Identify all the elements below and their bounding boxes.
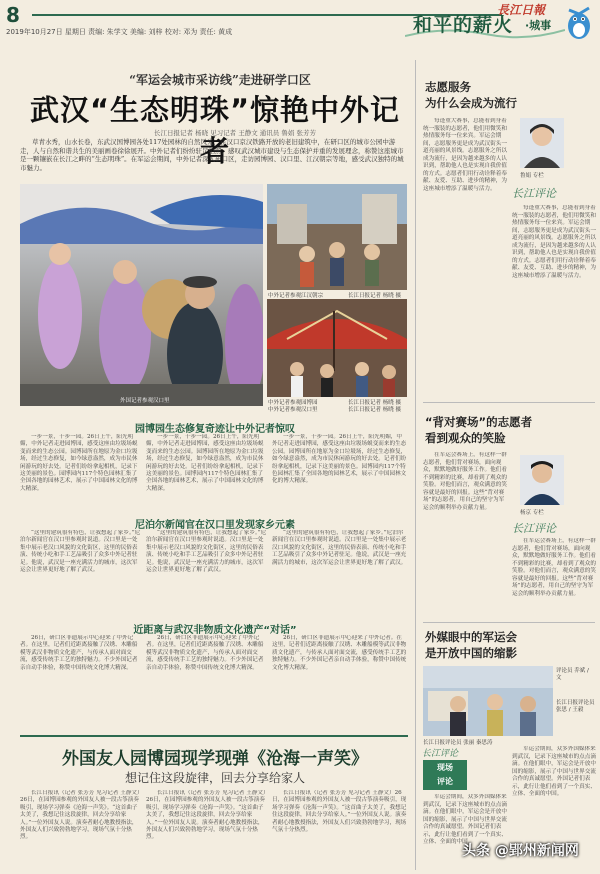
mascot-icon	[563, 4, 595, 42]
section-title-3: 近距离与武汉非物质文化遗产“对话”	[133, 625, 297, 636]
column-mark-3: 长江评论	[422, 749, 459, 759]
tag-line-2: 评论	[437, 777, 453, 786]
bottom-body-c: 长江日报讯（记者 张芳芳 见习记者 王静文）26日，在园博园参观的外国友人被一段古筝演奏吸引，现场学习弹奏《沧海一声笑》。“这首曲子太美了，我想记住这段旋律，回去分享给家人。”一位外国友人说。演奏者耐心地教授指法，外国友人们兴致勃勃地学习，现场气氛十分热烈。	[272, 790, 407, 834]
section-body-1b: 一步一景，十步一园。26日上午，阳光明媚，中外记者走进园博园，感受这座由垃圾场蜕变而来的生态公园。园博园所在地原为金口垃圾场，经过生态修复，如今绿意盎然，成为市民休闲游玩的好去处。记者们纷纷拿起相机，记录下这美丽的景色。园博园内117个特色园林汇集了全国各地的园林艺术，展示了中国园林文化的博大精深。	[146, 434, 264, 492]
main-photo-image	[20, 184, 263, 406]
photo-caption-2: 中外记者参观园博园	[268, 400, 318, 406]
article-byline: 长江日报记者 杨晓 见习记者 王静文 通讯员 鲁娟 张芳芳	[154, 129, 316, 137]
author-name-1: 鲁娟 专栏	[520, 173, 544, 179]
article-headline: 武汉“生态明珠”惊艳中外记者	[29, 93, 401, 168]
section-title-2: 尼泊尔新闻官在汉口里发现家乡元素	[135, 520, 295, 531]
main-photo-caption: 外国记者参观汉口里	[120, 398, 170, 404]
article-kicker: “军运会城市采访线”走进研学口区	[129, 73, 311, 87]
photo-credit-1: 长江日报记者 杨晓 摄	[348, 293, 401, 299]
author-1-avatar	[520, 118, 564, 168]
photo-caption-1: 中外记者参观江汉朝宗	[268, 293, 324, 299]
header-info-line: 2019年10月27日 星期日 责编: 朱学文 美编: 刘梓 校对: 邓为 责任: 黄成	[6, 28, 233, 36]
banner-subtitle: ·城事	[525, 19, 552, 32]
section-body-2a: “这里的建筑很有特色，让我想起了家乡。”尼泊尔新闻官在汉口里参观时说道。汉口里是一处集中展示老汉口风貌的文化街区，这里的民俗表演、传统小吃和手工艺品吸引了众多中外记者驻足。他说，武汉是一座充满活力的城市，这次军运会让世界更好地了解了武汉。	[20, 530, 141, 574]
bottom-body-a: 长江日报讯（记者 张芳芳 见习记者 王静文）26日，在园博园参观的外国友人被一段古筝演奏吸引，现场学习弹奏《沧海一声笑》。“这首曲子太美了，我想记住这段旋律，回去分享给家人。”一位外国友人说。演奏者耐心地教授指法，外国友人们兴致勃勃地学习，现场气氛十分热烈。	[20, 790, 140, 841]
photo-foreign-media-image	[423, 666, 553, 736]
photo-foreign-media	[423, 666, 553, 736]
bottom-subheadline: 想记住这段旋律，回去分享给家人	[124, 771, 305, 785]
photo-caption-foreign: 评论员 乔斌 / 文	[556, 668, 589, 681]
section-title-1: 园博园生态修复奇迹让中外记者惊叹	[135, 424, 295, 435]
author-photo-2	[520, 455, 564, 505]
section-body-3a: 26日，研口区非遗展示中心迎来了中外记者。在这里，记者们近距离接触了汉绣、木雕船模等武汉非物质文化遗产，与传承人面对面交流，感受传统手工艺的独特魅力。不少外国记者亲自动手体验，称赞中国传统文化博大精深。	[20, 635, 138, 671]
page-header	[0, 0, 600, 44]
main-photo	[20, 184, 263, 406]
section-body-2b: “这里的建筑很有特色，让我想起了家乡。”尼泊尔新闻官在汉口里参观时说道。汉口里是一处集中展示老汉口风貌的文化街区，这里的民俗表演、传统小吃和手工艺品吸引了众多中外记者驻足。他说，武汉是一座充满活力的城市，这次军运会让世界更好地了解了武汉。	[146, 530, 267, 574]
right-article-2-title-line-2: 看到观众的笑脸	[425, 431, 506, 445]
author-2-avatar	[520, 455, 564, 505]
live-commentary-tag	[423, 760, 467, 790]
right-article-1-title-line-2: 为什么会成为流行	[425, 96, 517, 110]
section-body-1a: 一步一景，十步一园。26日上午，阳光明媚，中外记者走进园博园，感受这座由垃圾场蜕变而来的生态公园。园博园所在地原为金口垃圾场，经过生态修复，如今绿意盎然，成为市民休闲游玩的好去处。记者们纷纷拿起相机，记录下这美丽的景色。园博园内117个特色园林汇集了全国各地的园林艺术，展示了中国园林文化的博大精深。	[20, 434, 138, 492]
right-article-1-title-line-1: 志愿服务	[425, 80, 471, 94]
right-divider-1	[423, 402, 595, 403]
column-mark-1: 长江评论	[512, 187, 556, 200]
section-body-3b: 26日，研口区非遗展示中心迎来了中外记者。在这里，记者们近距离接触了汉绣、木雕船模等武汉非物质文化遗产，与传承人面对面交流，感受传统手工艺的独特魅力。不少外国记者亲自动手体验，称赞中国传统文化博大精深。	[146, 635, 264, 671]
column-mark-2: 长江评论	[512, 522, 556, 535]
author-photo-1	[520, 118, 564, 168]
page-number: 8	[6, 3, 20, 27]
photo-jianghan-image	[267, 184, 407, 290]
right-divider-2	[423, 622, 595, 623]
author-name-2: 杨京 专栏	[520, 510, 544, 516]
right-article-1-text-b: 每逢重大赛事，总能看到身着统一服装的志愿者，他们用微笑和热情服务每一位来宾。军运会期间，志愿服务更是成为武汉街头一道亮丽的风景线。志愿服务之所以成为流行，是因为越来越多的人认识到，帮助他人也是实现自我价值的方式。志愿者们用行动诠释着奉献、友爱、互助、进步的精神，为这座城市增添了温暖与活力。	[512, 205, 596, 279]
source-watermark: 头条 @郢州新闻网	[462, 843, 579, 859]
right-article-3-title-line-1: 外媒眼中的军运会	[425, 630, 517, 644]
photo-jianghan	[267, 184, 407, 290]
section-body-3c: 26日，研口区非遗展示中心迎来了中外记者。在这里，记者们近距离接触了汉绣、木雕船模等武汉非物质文化遗产，与传承人面对面交流，感受传统手工艺的独特魅力。不少外国记者亲自动手体验，称赞中国传统文化博大精深。	[272, 635, 407, 671]
bottom-body-b: 长江日报讯（记者 张芳芳 见习记者 王静文）26日，在园博园参观的外国友人被一段古筝演奏吸引，现场学习弹奏《沧海一声笑》。“这首曲子太美了，我想记住这段旋律，回去分享给家人。”一位外国友人说。演奏者耐心地教授指法，外国友人们兴致勃勃地学习，现场气氛十分热烈。	[146, 790, 266, 841]
column-divider	[415, 60, 416, 870]
right-article-2-title-line-1: “背对赛场”的志愿者	[425, 415, 533, 429]
photo-caption-3: 中外记者参观汉口里	[268, 407, 318, 413]
right-article-2-text-b: 在军运会赛场上，有这样一群志愿者，他们背对赛场，面向观众，默默地做好服务工作。他们看不到精彩的比赛，却看到了观众的笑脸。对他们而言，观众满意的笑容就是最好的回报。这些“背对赛场”的志愿者，用自己的坚守为军运会的顺利举办贡献力量。	[512, 538, 596, 597]
right-article-3-credit: 长江日报评论员 张丽 秦思涛	[423, 740, 493, 746]
photo-note-foreign: 长江日报评论员 张思 / 王毅	[556, 700, 595, 713]
article-lead: 草青水秀，山水长卷，东武汉国博园各处117处园林的自然风光，在汉口京汉铁路开放的老旧建筑中，在研口区的城市公园中游走，人与自然和谐共生的美丽画卷徐徐展开。中外记者们纷纷驻足拍照，感叹武汉城市建设与生态保护并重的发展理念，称赞这座城市是一颗镶嵌在长江之畔的“生态明珠”。在军运会期间，中外记者深入研口区，走访园博园、汉口里、江汉朝宗等地，感受武汉独特的城市魅力。	[20, 138, 404, 172]
photo-credit-2: 长江日报记者 杨晓 摄	[348, 400, 401, 406]
tag-line-1: 现场	[437, 763, 453, 772]
bottom-divider	[20, 735, 408, 737]
banner-title: 和平的薪火	[413, 14, 514, 36]
section-body-2c: “这里的建筑很有特色，让我想起了家乡。”尼泊尔新闻官在汉口里参观时说道。汉口里是一处集中展示老汉口风貌的文化街区，这里的民俗表演、传统小吃和手工艺品吸引了众多中外记者驻足。他说，武汉是一座充满活力的城市，这次军运会让世界更好地了解了武汉。	[272, 530, 407, 566]
right-article-2-text-a: 在军运会赛场上，有这样一群志愿者，他们背对赛场，面向观众，默默地做好服务工作。他们看不到精彩的比赛，却看到了观众的笑脸。对他们而言，观众满意的笑容就是最好的回报。这些“背对赛场”的志愿者，用自己的坚守为军运会的顺利举办贡献力量。	[423, 452, 507, 511]
bottom-headline: 外国友人园博园现学现弹《沧海一声笑》	[62, 749, 368, 769]
section-body-1c: 一步一景，十步一园。26日上午，阳光明媚，中外记者走进园博园，感受这座由垃圾场蜕变而来的生态公园。园博园所在地原为金口垃圾场，经过生态修复，如今绿意盎然，成为市民休闲游玩的好去处。记者们纷纷拿起相机，记录下这美丽的景色。园博园内117个特色园林汇集了全国各地的园林艺术，展示了中国园林文化的博大精深。	[272, 434, 407, 485]
paper-name: 長江日報	[497, 3, 546, 17]
section-banner	[405, 3, 565, 40]
right-article-3-text-b: 军运会期间，众多外国媒体来到武汉，记录下这座城市的点点滴滴。在他们眼中，军运会是开放中国的缩影，展示了中国与世界交流合作的真诚愿望。外国记者们表示，此行让他们看到了一个真实、立体、全面的中国。	[512, 746, 596, 797]
right-article-3-text-a: 军运会期间，众多外国媒体来到武汉，记录下这座城市的点点滴滴。在他们眼中，军运会是开放中国的缩影，展示了中国与世界交流合作的真诚愿望。外国记者们表示，此行让他们看到了一个真实、立体、全面的中国。	[423, 794, 507, 845]
right-article-1-text-a: 每逢重大赛事，总能看到身着统一服装的志愿者，他们用微笑和热情服务每一位来宾。军运会期间，志愿服务更是成为武汉街头一道亮丽的风景线。志愿服务之所以成为流行，是因为越来越多的人认识到，帮助他人也是实现自我价值的方式。志愿者们用行动诠释着奉献、友爱、互助、进步的精神，为这座城市增添了温暖与活力。	[423, 118, 507, 192]
photo-credit-3: 长江日报记者 杨晓 摄	[348, 407, 401, 413]
photo-yuanboyuan	[267, 299, 407, 397]
right-article-3-title-line-2: 是开放中国的缩影	[425, 646, 517, 660]
photo-yuanboyuan-image	[267, 299, 407, 397]
